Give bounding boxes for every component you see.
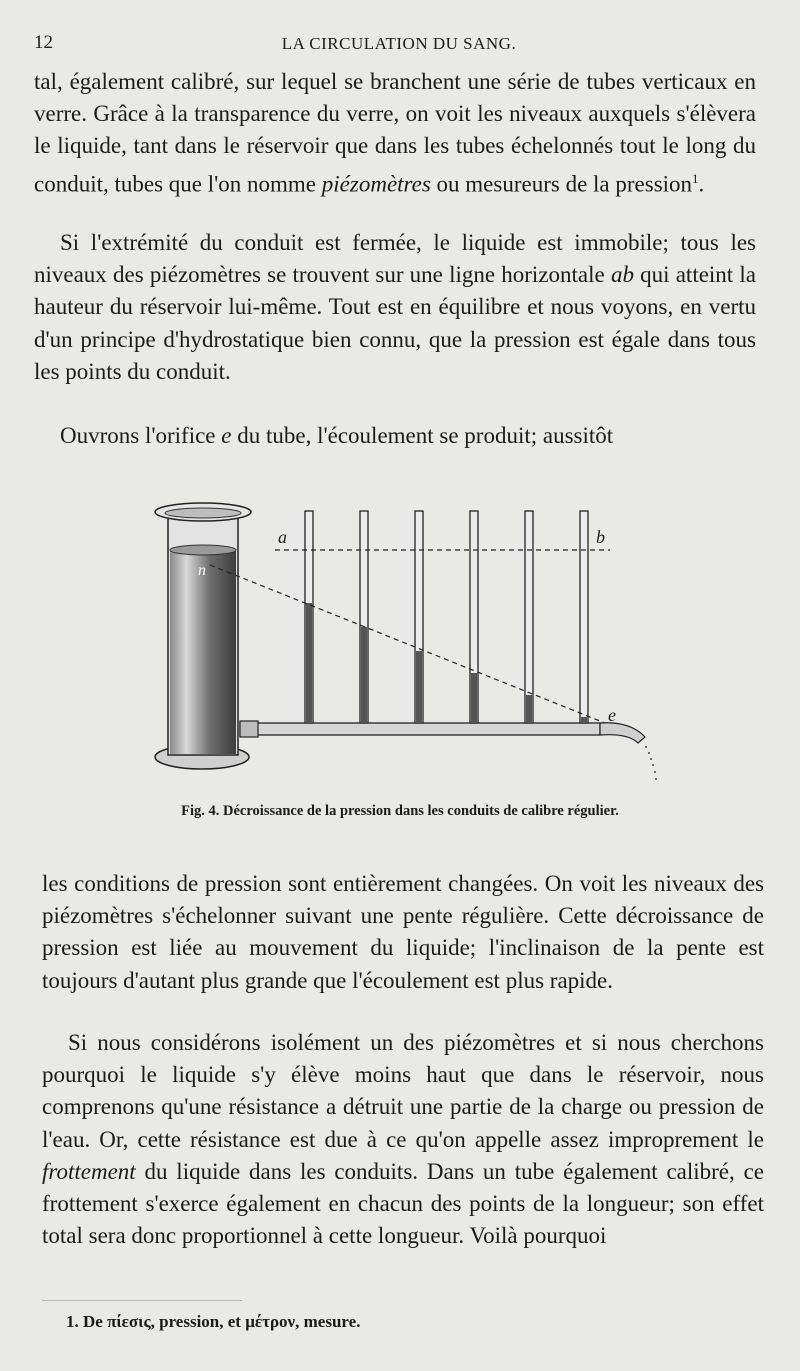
piezometer-levels (306, 603, 587, 723)
paragraph-5: Si nous considérons isolément un des piézomètres et si nous cherchons pourquoi le liquide s'y élève moins haut que dans le réservoir, nous comprenons qu'une résistance a détruit une partie de la charge ou pression de l'eau. Or, cette résistance est due à ce qu'on appelle assez improprement le frottement du liquide dans les conduits. Dans un tube également calibré, ce frottement s'exerce également en chacun des points de la longueur; son effet total sera donc proportionnel à cette longueur. Voilà pourquoi (42, 1030, 764, 1249)
water-jet (645, 746, 657, 780)
label-a: a (278, 527, 287, 547)
label-e: e (608, 705, 616, 725)
horizontal-conduit (240, 723, 600, 735)
page-number: 12 (34, 32, 53, 53)
paragraph-2: Si l'extrémité du conduit est fermée, le liquide est immobile; tous les niveaux des piézomètres se trouvent sur une ligne horizontale ab qui atteint la hauteur du réservoir lui-même. Tout est en équilibre et nous voyons, en vertu d'un principe d'hydrostatique bien connu, que la pression est égale dans tous les points du conduit. (34, 230, 756, 384)
piezometer-6 (580, 511, 588, 723)
label-n: n (198, 562, 206, 579)
paragraph-4: les conditions de pression sont entièrement changées. On voit les niveaux des piézomètres s'échelonner suivant une pente régulière. Cette décroissance de pression est liée au mouvement du liquide; l'inclinaison de la pente est toujours d'autant plus grande que l'écoulement est plus rapide. (42, 871, 764, 993)
running-title: LA CIRCULATION DU SANG. (281, 34, 517, 53)
term-frottement: frottement (42, 1158, 136, 1184)
paragraph-3: Ouvrons l'orifice e du tube, l'écoulement se produit; aussitôt (60, 423, 614, 448)
paragraph-1: tal, également calibré, sur lequel se branchent une série de tubes verticaux en verre. Grâce à la transparence du verre, on voit les niveaux auxquels s'élèvera le liquide, tant dans le réservoir que dans les tubes échelonnés tout le long du conduit, tubes que l'on nomme piézomètres ou mesureurs de la pression$^1$. (34, 69, 756, 197)
figure-caption: Fig. 4. Décroissance de la pression dans les conduits de calibre régulier. (181, 803, 619, 819)
outflow-nozzle (600, 723, 645, 743)
page-header (34, 32, 764, 58)
reservoir-liquid (170, 550, 236, 754)
label-b: b (596, 527, 605, 547)
piezometers (305, 511, 588, 723)
term-piezometres: piézomètres (321, 171, 431, 197)
footnote (66, 1312, 360, 1332)
footnote-number: 1. (66, 1312, 79, 1331)
figure-4-illustration (140, 495, 680, 795)
footnote-text: De πίεσις, pression, et μέτρον, mesure. (83, 1312, 361, 1331)
line-ne (210, 565, 605, 723)
piezometer-5 (525, 511, 533, 723)
footnote-divider (42, 1300, 242, 1301)
term-e: e (221, 423, 232, 448)
footnote-ref: 1 (692, 170, 699, 186)
term-ab: ab (610, 262, 634, 288)
